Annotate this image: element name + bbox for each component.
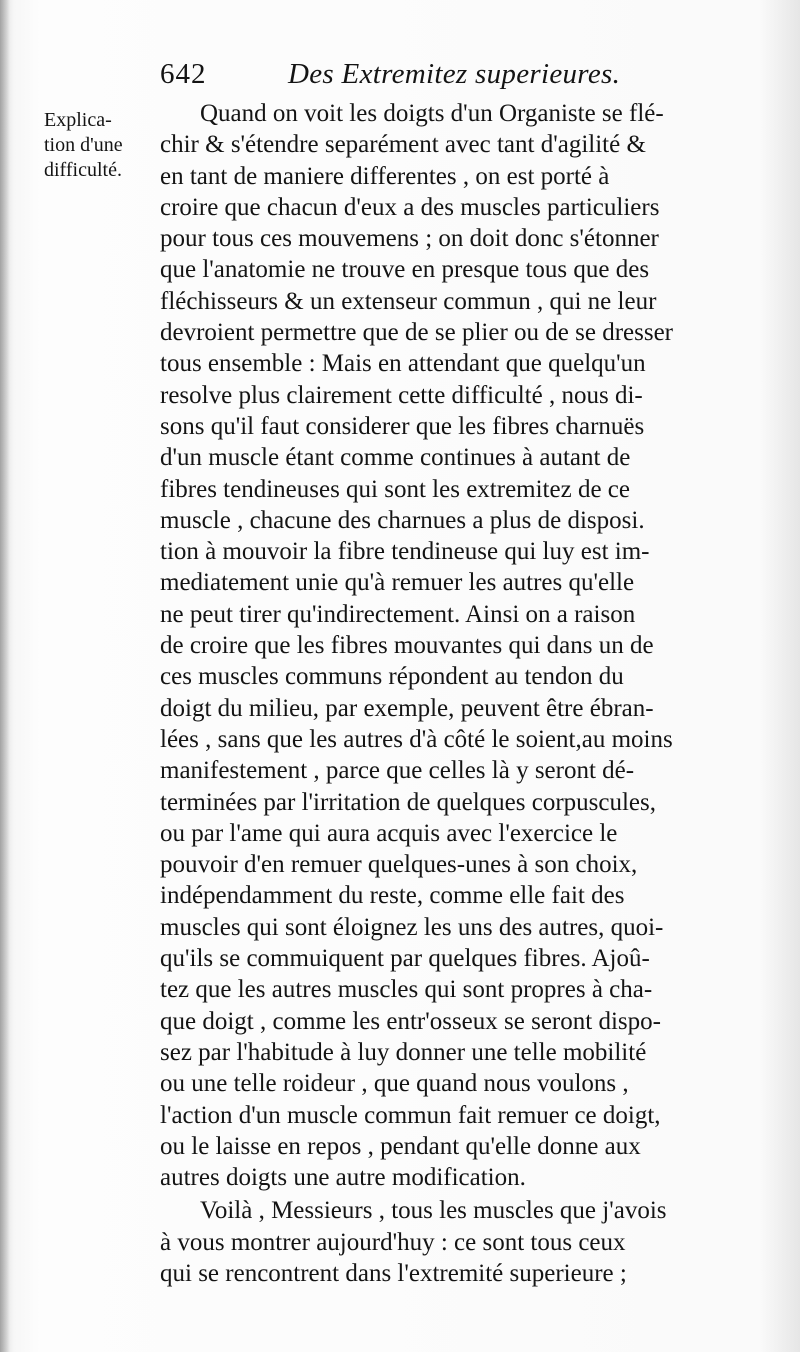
text-line: fibres tendineuses qui sont les extremitez de ce [160,475,630,503]
margin-note-line: Explica- [44,109,112,131]
text-line: tez que les autres muscles qui sont propres à cha- [160,976,653,1004]
text-line: Quand on voit les doigts d'un Organiste se flé- [200,100,664,127]
text-line: resolve plus clairement cette difficulté , nous di- [160,381,643,409]
text-line: muscle , chacune des charnues a plus de disposi. [160,506,645,534]
text-line: que doigt , comme les entr'osseux se seront dispo- [160,1007,661,1035]
text-line: devroient permettre que de se plier ou de se dresser [160,319,673,347]
margin-note [44,108,164,183]
page-header [160,58,680,98]
text-line: l'action d'un muscle commun fait remuer ce doigt, [160,1101,661,1129]
text-line: autres doigts une autre modification. [160,1164,526,1192]
running-title: Des Extremitez superieures. [288,58,621,90]
text-line: terminées par l'irritation de quelques corpuscules, [160,788,657,816]
paragraph [160,98,770,1193]
text-line: mediatement unie qu'à remuer les autres qu'elle [160,569,635,597]
text-line: ou par l'ame qui aura acquis avec l'exercice le [160,819,618,847]
text-line: de croire que les fibres mouvantes qui dans un de [160,632,654,660]
text-line: indépendamment du reste, comme elle fait des [160,882,625,910]
text-line: muscles qui sont éloignez les uns des autres, quoi- [160,913,664,941]
text-line: sez par l'habitude à luy donner une telle mobilité [160,1038,647,1066]
text-line: ces muscles communs répondent au tendon du [160,663,624,691]
text-line: que l'anatomie ne trouve en presque tous que des [160,256,650,284]
text-line: en tant de maniere differentes , on est porté à [160,162,610,190]
body-text [160,98,770,1289]
text-line: ou le laisse en repos , pendant qu'elle donne aux [160,1132,641,1160]
text-line: d'un muscle étant comme continues à autant de [160,444,631,472]
text-line: manifestement , parce que celles là y seront dé- [160,757,635,785]
text-line: ou une telle roideur , que quand nous voulons , [160,1070,629,1098]
margin-note-line: tion d'une [44,134,123,156]
text-line: Voilà , Messieurs , tous les muscles que j'avois [200,1197,667,1225]
text-line: à vous montrer aujourd'huy : ce sont tous ceux [160,1228,626,1256]
text-line: ne peut tirer qu'indirectement. Ainsi on a raison [160,600,636,628]
text-line: croire que chacun d'eux a des muscles particuliers [160,193,660,221]
text-line: sons qu'il faut considerer que les fibres charnuës [160,412,645,440]
text-line: qu'ils se commuiquent par quelques fibres. Ajoû- [160,945,650,973]
page-gutter-shadow [0,0,10,1352]
text-line: chir & s'étendre separément avec tant d'agilité & [160,131,646,159]
text-line: pouvoir d'en remuer quelques-unes à son choix, [160,851,638,879]
margin-note-line: difficulté. [44,159,122,181]
text-line: tous ensemble : Mais en attendant que quelqu'un [160,350,646,378]
text-line: qui se rencontrent dans l'extremité superieure ; [160,1259,627,1287]
text-line: tion à mouvoir la fibre tendineuse qui luy est im- [160,538,650,566]
text-line: doigt du milieu, par exemple, peuvent être ébran- [160,694,654,722]
paragraph [160,1195,770,1289]
page-number: 642 [160,58,207,90]
text-line: fléchisseurs & un extenseur commun , qui ne leur [160,287,657,315]
text-line: pour tous ces mouvemens ; on doit donc s'étonner [160,225,659,253]
text-line: lées , sans que les autres d'à côté le soient,au moins [160,725,673,753]
